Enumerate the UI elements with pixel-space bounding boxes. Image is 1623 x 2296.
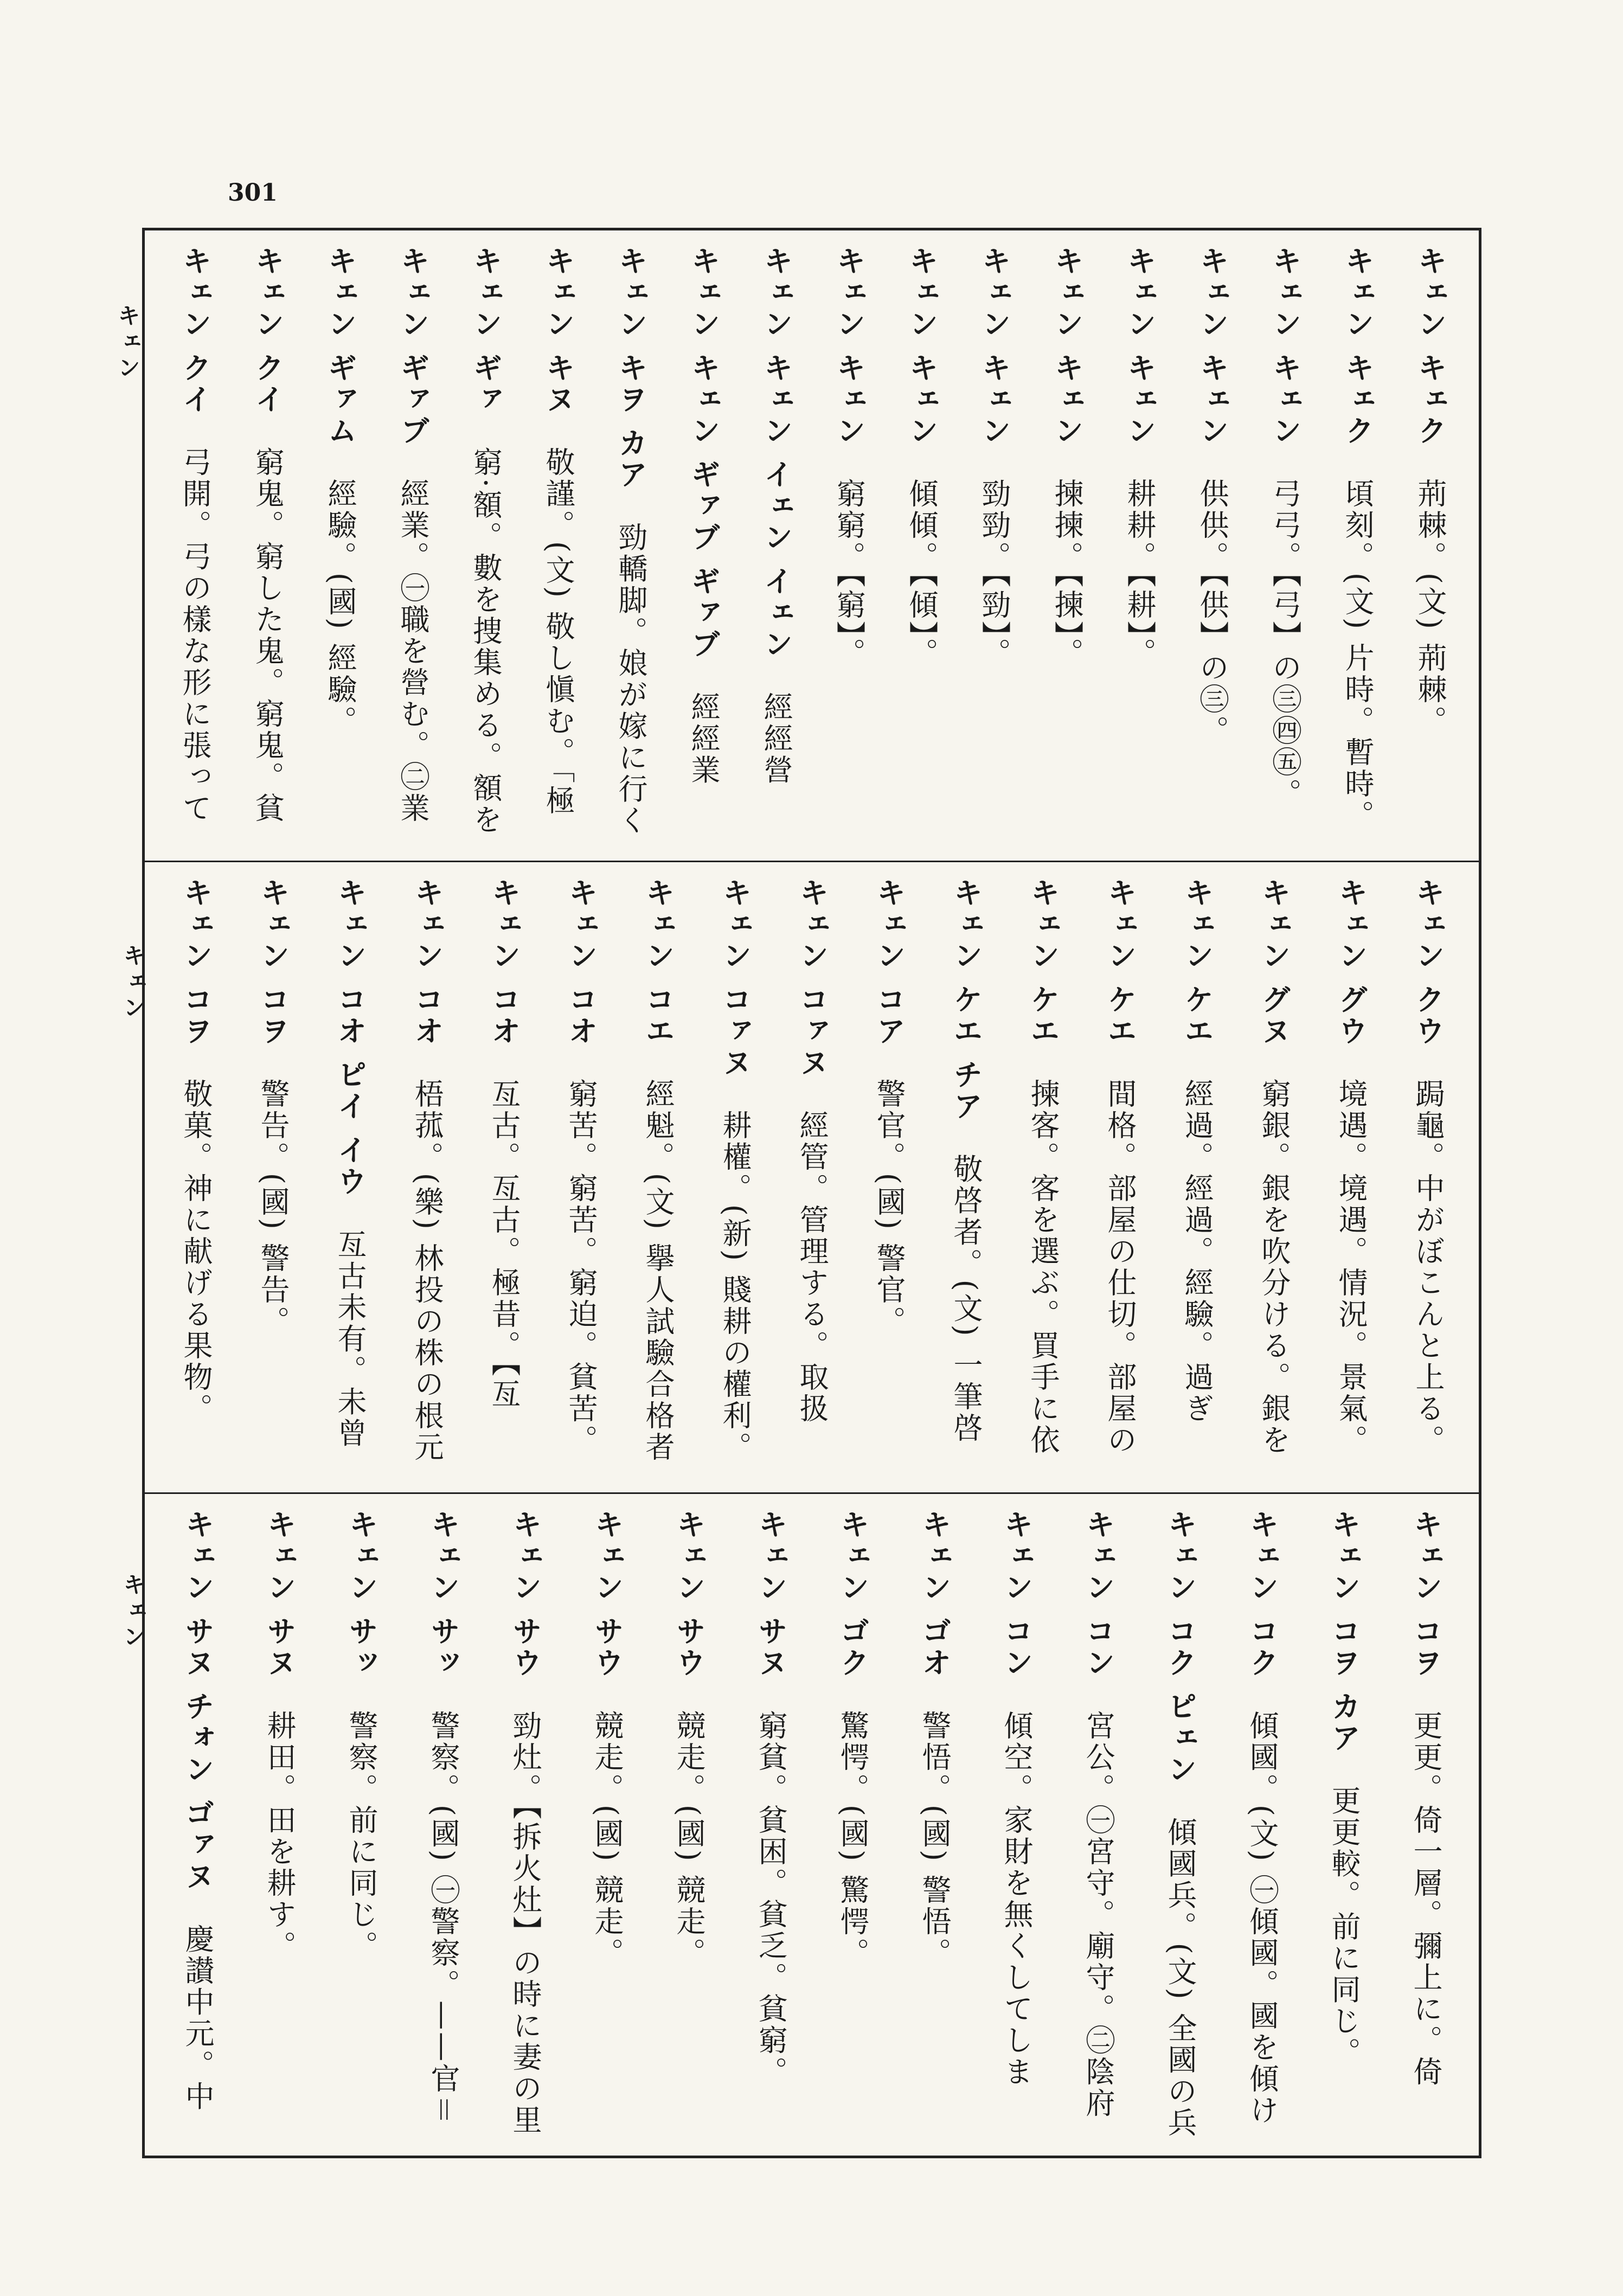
- dictionary-entry: [594, 246, 666, 845]
- dictionary-entry: [1102, 246, 1175, 845]
- dictionary-entry: [303, 246, 376, 845]
- margin-head-bottom: キェン: [120, 1573, 146, 1651]
- dictionary-entry: [1389, 877, 1466, 1477]
- entry-definition: 弓開。弓の樣な形に張って: [178, 446, 212, 824]
- entry-headword: キェン キェン: [1268, 246, 1302, 447]
- entry-headword: キェン コク ピェン: [1163, 1509, 1197, 1786]
- entry-headword: キェン キヌ: [541, 246, 575, 415]
- dictionary-entry: [376, 246, 448, 845]
- dictionary-entry: [565, 1509, 647, 2143]
- entry-definition: 慶讃中元。中: [181, 1923, 215, 2113]
- entry-definition: 驚愕。(國) 驚愕。: [836, 1710, 870, 1970]
- entry-headword: キェン グヌ: [1257, 877, 1291, 1047]
- dictionary-entry: [666, 246, 739, 845]
- entry-definition: 窮·額。數を捜集める。額を: [469, 446, 503, 836]
- entry-headword: キェン コヲ: [1409, 1509, 1443, 1679]
- dictionary-entry: [884, 246, 957, 845]
- dictionary-entry: [1302, 1509, 1384, 2143]
- entry-headword: キェン キェン イェン イェン: [759, 246, 793, 660]
- dictionary-entry: [811, 1509, 893, 2143]
- entry-definition: 經業。㊀職を營む。㊁業: [396, 478, 430, 824]
- dictionary-entry: [542, 877, 619, 1477]
- entry-headword: キェン キヲ カア: [614, 246, 648, 491]
- entry-headword: キェン コエ: [641, 877, 675, 1047]
- dictionary-entry: [1312, 877, 1389, 1477]
- entry-headword: キェン コァヌ: [718, 877, 752, 1079]
- dictionary-entry: [230, 246, 303, 845]
- dictionary-entry: [1030, 246, 1102, 845]
- dictionary-entry: [158, 246, 230, 845]
- entry-definition: 經過。經過。經驗。過ぎ: [1180, 1078, 1214, 1425]
- dictionary-entry: [388, 877, 465, 1477]
- entry-definition: 窮苦。窮苦。窮迫。貧苦。: [564, 1078, 598, 1456]
- dictionary-entry: [1393, 246, 1466, 845]
- entry-definition: 窮窮。【窮】。: [832, 478, 866, 669]
- entry-headword: キェン サッ: [426, 1509, 460, 1679]
- tier-middle-entries: [157, 877, 1466, 1477]
- entry-definition: 更更較。前に同じ。: [1327, 1785, 1361, 2069]
- entry-definition: 供供。【供】の㊂。: [1195, 478, 1229, 747]
- dictionary-entry: [1158, 877, 1235, 1477]
- entry-headword: キェン サヌ: [754, 1509, 788, 1679]
- entry-headword: キェン ケエ チア: [949, 877, 983, 1123]
- dictionary-entry: [927, 877, 1004, 1477]
- entry-definition: 勁勁。【勁】。: [977, 478, 1011, 669]
- entry-definition: 傾國兵。(文) 全國の兵: [1163, 1817, 1197, 2139]
- tier-top: [145, 230, 1479, 862]
- dictionary-frame: [142, 228, 1481, 2158]
- dictionary-entry: [157, 877, 234, 1477]
- dictionary-entry: [893, 1509, 974, 2143]
- entry-headword: キェン クウ: [1411, 877, 1445, 1047]
- entry-definition: 警察。前に同じ。: [344, 1710, 379, 1962]
- entry-headword: キェン ギァム: [323, 246, 357, 447]
- entry-headword: キェン コヲ カア: [1327, 1509, 1361, 1754]
- dictionary-entry: [1235, 877, 1312, 1477]
- entry-definition: 跼龜。中がぼこんと上る。: [1411, 1078, 1445, 1456]
- entry-headword: キェン コア: [872, 877, 906, 1047]
- dictionary-entry: [401, 1509, 483, 2143]
- dictionary-entry: [156, 1509, 238, 2143]
- dictionary-entry: [619, 877, 696, 1477]
- entry-headword: キェン ギァ: [469, 246, 503, 415]
- dictionary-entry: [647, 1509, 729, 2143]
- entry-headword: キェン サウ: [508, 1509, 542, 1679]
- dictionary-entry: [521, 246, 594, 845]
- entry-definition: 經管。管理する。取扱: [795, 1109, 829, 1425]
- dictionary-entry: [812, 246, 884, 845]
- entry-definition: 警察。(國) ㊀警察。——官＝: [426, 1710, 460, 2127]
- entry-definition: 競走。(國) 競走。: [672, 1710, 706, 1970]
- entry-headword: キェン コヲ: [179, 877, 213, 1047]
- tier-middle: [145, 862, 1479, 1494]
- dictionary-entry: [850, 877, 927, 1477]
- dictionary-entry: [1248, 246, 1320, 845]
- entry-headword: キェン キェク: [1340, 246, 1375, 447]
- entry-headword: キェン グウ: [1334, 877, 1368, 1047]
- dictionary-entry: [957, 246, 1030, 845]
- entry-definition: 更更。倚一層。彌上に。倚: [1409, 1710, 1443, 2088]
- dictionary-entry: [483, 1509, 565, 2143]
- entry-definition: 弓弓。【弓】の㊂㊃㊄。: [1268, 478, 1302, 810]
- dictionary-entry: [974, 1509, 1056, 2143]
- dictionary-entry: [1081, 877, 1158, 1477]
- tier-top-entries: [158, 246, 1466, 845]
- entry-definition: 敬菓。神に献げる果物。: [179, 1078, 213, 1425]
- tier-bottom: [145, 1494, 1479, 2158]
- entry-headword: キェン コァヌ: [795, 877, 829, 1079]
- entry-definition: 頃刻。(文) 片時。暫時。: [1340, 478, 1375, 832]
- entry-headword: キェン コヲ: [256, 877, 290, 1047]
- entry-definition: 經魁。(文) 擧人試驗合格者: [641, 1078, 675, 1464]
- dictionary-entry: [1175, 246, 1248, 845]
- entry-definition: 競走。(國) 競走。: [590, 1710, 624, 1970]
- entry-definition: 窮貧。貧困。貧乏。貧窮。: [754, 1710, 788, 2088]
- entry-definition: 警告。(國) 警告。: [256, 1078, 290, 1338]
- entry-headword: キェン ギァブ: [396, 246, 430, 447]
- entry-definition: 揀揀。【揀】。: [1050, 478, 1084, 669]
- entry-definition: 勁轎脚。娘が嫁に行く: [614, 522, 648, 837]
- dictionary-entry: [1384, 1509, 1466, 2143]
- page-number: 301: [228, 179, 278, 207]
- entry-definition: 傾傾。【傾】。: [904, 478, 939, 669]
- entry-headword: キェン クイ: [251, 246, 285, 415]
- entry-headword: キェン キェン: [832, 246, 866, 447]
- dictionary-entry: [729, 1509, 811, 2143]
- entry-headword: キェン サヌ: [262, 1509, 297, 1679]
- entry-definition: 警悟。(國) 警悟。: [918, 1710, 952, 1970]
- entry-definition: 經經營: [759, 691, 793, 786]
- entry-headword: キェン コク: [1245, 1509, 1279, 1679]
- dictionary-entry: [448, 246, 521, 845]
- entry-definition: 宮公。㊀宮守。廟守。㊁陰府: [1081, 1710, 1115, 2119]
- dictionary-entry: [238, 1509, 319, 2143]
- dictionary-entry: [1138, 1509, 1220, 2143]
- entry-definition: 亙古未有。未曾: [333, 1229, 367, 1450]
- entry-headword: キェン コオ ピイ イウ: [333, 877, 367, 1198]
- entry-definition: 警官。(國) 警官。: [872, 1078, 906, 1338]
- entry-definition: 荊棘。(文) 荊棘。: [1413, 478, 1447, 737]
- entry-headword: キェン コオ: [410, 877, 444, 1047]
- entry-definition: 窮銀。銀を吹分ける。銀を: [1257, 1078, 1291, 1456]
- entry-headword: キェン クイ: [178, 246, 212, 415]
- entry-headword: キェン キェン: [977, 246, 1011, 447]
- entry-headword: キェン サヌ チォン ゴァヌ: [181, 1509, 215, 1893]
- entry-headword: キェン サッ: [344, 1509, 379, 1679]
- entry-headword: キェン コオ: [487, 877, 521, 1047]
- entry-definition: 敬啓者。(文) 一筆啓: [949, 1153, 983, 1444]
- dictionary-entry: [1004, 877, 1081, 1477]
- entry-definition: 揀客。客を選ぶ。買手に依: [1026, 1078, 1060, 1456]
- dictionary-entry: [1220, 1509, 1302, 2143]
- dictionary-entry: [773, 877, 850, 1477]
- entry-headword: キェン キェン: [1195, 246, 1229, 447]
- dictionary-entry: [1320, 246, 1393, 845]
- entry-headword: キェン キェン: [1050, 246, 1084, 447]
- entry-definition: 間格。部屋の仕切。部屋の: [1103, 1078, 1137, 1456]
- entry-definition: 傾空。家財を無くしてしま: [999, 1710, 1034, 2088]
- entry-headword: キェン ケエ: [1103, 877, 1137, 1047]
- entry-definition: 經經業: [687, 691, 721, 786]
- entry-definition: 經驗。(國) 經驗。: [323, 478, 357, 737]
- entry-headword: キェン ケエ: [1180, 877, 1214, 1047]
- dictionary-entry: [1056, 1509, 1138, 2143]
- entry-definition: 耕耕。【耕】。: [1122, 478, 1157, 669]
- entry-headword: キェン ゴオ: [918, 1509, 952, 1679]
- entry-headword: キェン サウ: [590, 1509, 624, 1679]
- tier-bottom-entries: [156, 1509, 1466, 2143]
- entry-headword: キェン ケエ: [1026, 877, 1060, 1047]
- entry-definition: 窮鬼。窮した鬼。窮鬼。貧: [251, 446, 285, 824]
- entry-headword: キェン コオ: [564, 877, 598, 1047]
- entry-headword: キェン キェン: [904, 246, 939, 447]
- entry-definition: 敬謹。(文) 敬し愼む。「極: [541, 446, 575, 817]
- entry-headword: キェン キェン ギァブ ギァブ: [687, 246, 721, 660]
- margin-head-middle: キェン: [120, 944, 146, 1022]
- dictionary-entry: [465, 877, 542, 1477]
- margin-head-top: キェン: [114, 304, 141, 382]
- entry-definition: 耕權。(新) 賤耕の權利。: [718, 1109, 752, 1464]
- entry-definition: 亙古。亙古。極昔。【亙: [487, 1078, 521, 1410]
- entry-definition: 勁灶。【拆火灶】の時に妻の里: [508, 1710, 542, 2136]
- entry-definition: 境遇。境遇。情況。景氣。: [1334, 1078, 1368, 1456]
- dictionary-entry: [234, 877, 311, 1477]
- entry-definition: 梧菰。(樂) 林投の株の根元: [410, 1078, 444, 1464]
- entry-headword: キェン サウ: [672, 1509, 706, 1679]
- entry-definition: 傾國。(文) ㊀傾國。國を傾け: [1245, 1710, 1279, 2127]
- entry-definition: 耕田。田を耕す。: [262, 1710, 297, 1962]
- entry-headword: キェン ゴク: [836, 1509, 870, 1679]
- dictionary-entry: [319, 1509, 401, 2143]
- entry-headword: キェン キェク: [1413, 246, 1447, 447]
- dictionary-entry: [739, 246, 812, 845]
- dictionary-entry: [311, 877, 388, 1477]
- entry-headword: キェン コン: [999, 1509, 1034, 1679]
- entry-headword: キェン コン: [1081, 1509, 1115, 1679]
- dictionary-entry: [696, 877, 773, 1477]
- entry-headword: キェン キェン: [1122, 246, 1157, 447]
